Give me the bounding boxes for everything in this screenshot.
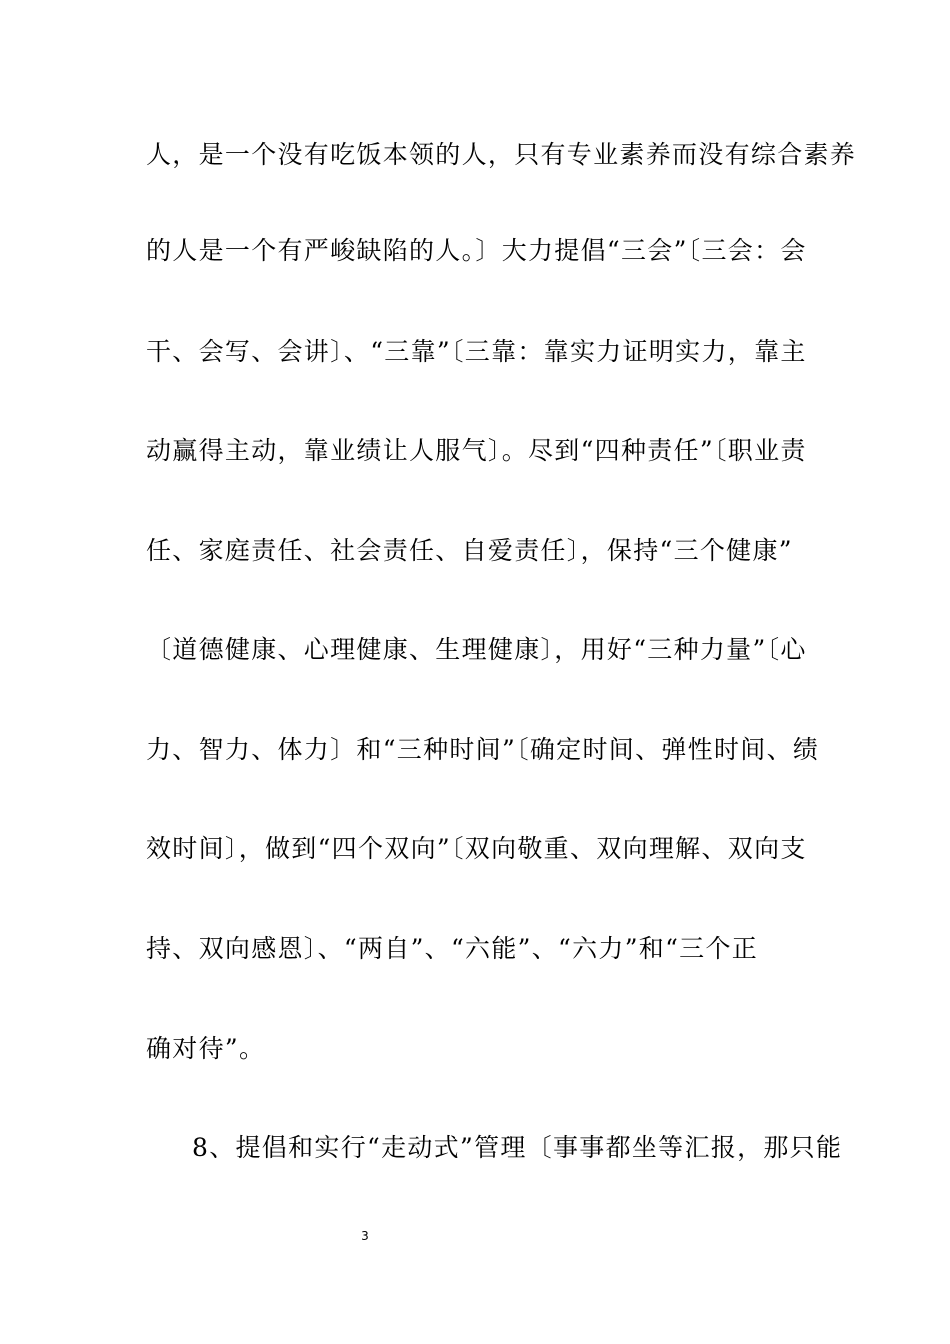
body-text-line: 〔道德健康、心理健康、生理健康〕，用好“三种力量”〔心 bbox=[146, 635, 807, 664]
body-text-line: 力、智力、体力〕和“三种时间”〔确定时间、弹性时间、绩 bbox=[146, 735, 820, 764]
body-text-line: 动赢得主动，靠业绩让人服气〕。尽到“四种责任”〔职业责 bbox=[146, 436, 807, 465]
body-text-line: 任、家庭责任、社会责任、自爱责任〕，保持“三个健康” bbox=[146, 536, 793, 565]
body-text-line: 持、双向感恩〕、“两自”、“六能”、“六力”和“三个正 bbox=[146, 934, 759, 963]
page-number: 3 bbox=[361, 1229, 369, 1243]
body-text-line: 干、会写、会讲〕、“三靠”〔三靠：靠实力证明实力，靠主 bbox=[146, 337, 807, 366]
body-text-line: 人，是一个没有吃饭本领的人，只有专业素养而没有综合素养 bbox=[146, 140, 857, 169]
body-text-line: 确对待”。 bbox=[146, 1034, 266, 1063]
body-text-line: 的人是一个有严峻缺陷的人。〕大力提倡“三会”〔三会：会 bbox=[146, 236, 807, 265]
body-text-line: 效时间〕，做到“四个双向”〔双向敬重、双向理解、双向支 bbox=[146, 834, 807, 863]
paragraph-start-line: 8、提倡和实行“走动式”管理〔事事都坐等汇报，那只能 bbox=[192, 1133, 843, 1162]
